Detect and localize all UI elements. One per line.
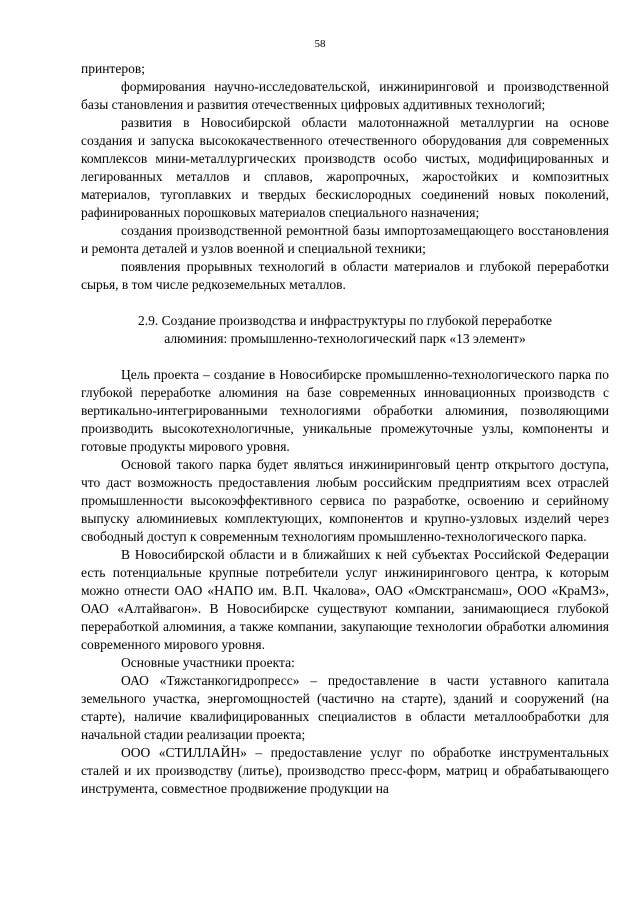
paragraph: принтеров;	[81, 61, 145, 76]
paragraph: Основные участники проекта:	[121, 655, 295, 670]
paragraph: формирования научно-исследовательской, инжиниринговой и производственной базы становления и развития отечественных цифровых аддитивных технологий;	[81, 79, 609, 112]
spacer	[81, 294, 609, 312]
section-heading-line: 2.9. Создание производства и инфраструктуры по глубокой переработке	[138, 313, 552, 328]
section-heading	[81, 312, 609, 348]
spacer	[81, 348, 609, 366]
paragraph: Основой такого парка будет являться инжиниринговый центр открытого доступа, что даст возможность предоставления любым российским предприятиям всех отраслей промышленности высокоэффективного сервиса по разработке, освоению и серийному выпуску алюминиевых комплектующих, компонентов и крупно-узловых изделий через свободный доступ к современным технологиям промышленно-технологического парка.	[81, 457, 609, 544]
paragraph: появления прорывных технологий в области материалов и глубокой переработки сырья, в том числе редкоземельных металлов.	[81, 259, 609, 292]
paragraph: В Новосибирской области и в ближайших к ней субъектах Российской Федерации есть потенциальные крупные потребители услуг инжинирингового центра, к которым можно отнести ОАО «НАПО им. В.П. Чкалова», ОАО «Омсктрансмаш», ООО «КраМЗ», ОАО «Алтайвагон». В Новосибирске существуют компании, занимающиеся глубокой переработкой алюминия, а также компании, закупающие технологии обработки алюминия современного мирового уровня.	[81, 547, 609, 652]
paragraph: создания производственной ремонтной базы импортозамещающего восстановления и ремонта деталей и узлов военной и специальной техники;	[81, 223, 609, 256]
section-heading-line: алюминия: промышленно-технологический парк «13 элемент»	[164, 331, 526, 346]
paragraph: развития в Новосибирской области малотоннажной металлургии на основе создания и запуска высококачественного отечественного оборудования для современных комплексов мини-металлургических производств особо чистых, модифицированных и легированных металлов и сплавов, жаропрочных, жаростойких и композитных материалов, тугоплавких и твердых бескислородных соединений новых поколений, рафинированных порошковых материалов специального назначения;	[81, 115, 609, 220]
paragraph: ОАО «Тяжстанкогидропресс» – предоставление в части уставного капитала земельного участка, энергомощностей (частично на старте), зданий и сооружений (на старте), наличие квалифицированных специалистов в области металлообработки для начальной стадии реализации проекта;	[81, 673, 609, 742]
paragraph: ООО «СТИЛЛАЙН» – предоставление услуг по обработке инструментальных сталей и их производству (литье), производство пресс-форм, матриц и обрабатывающего инструмента, совместное продвижение продукции на	[81, 745, 609, 796]
paragraph: Цель проекта – создание в Новосибирске промышленно-технологического парка по глубокой переработке алюминия на базе современных инновационных производств с вертикально-интегрированными технологиями обработки алюминия, позволяющими производить высокотехнологичные, уникальные промежуточные узлы, компоненты и готовые продукты мирового уровня.	[81, 367, 609, 454]
document-body	[81, 60, 609, 798]
page-number: 58	[314, 38, 326, 50]
